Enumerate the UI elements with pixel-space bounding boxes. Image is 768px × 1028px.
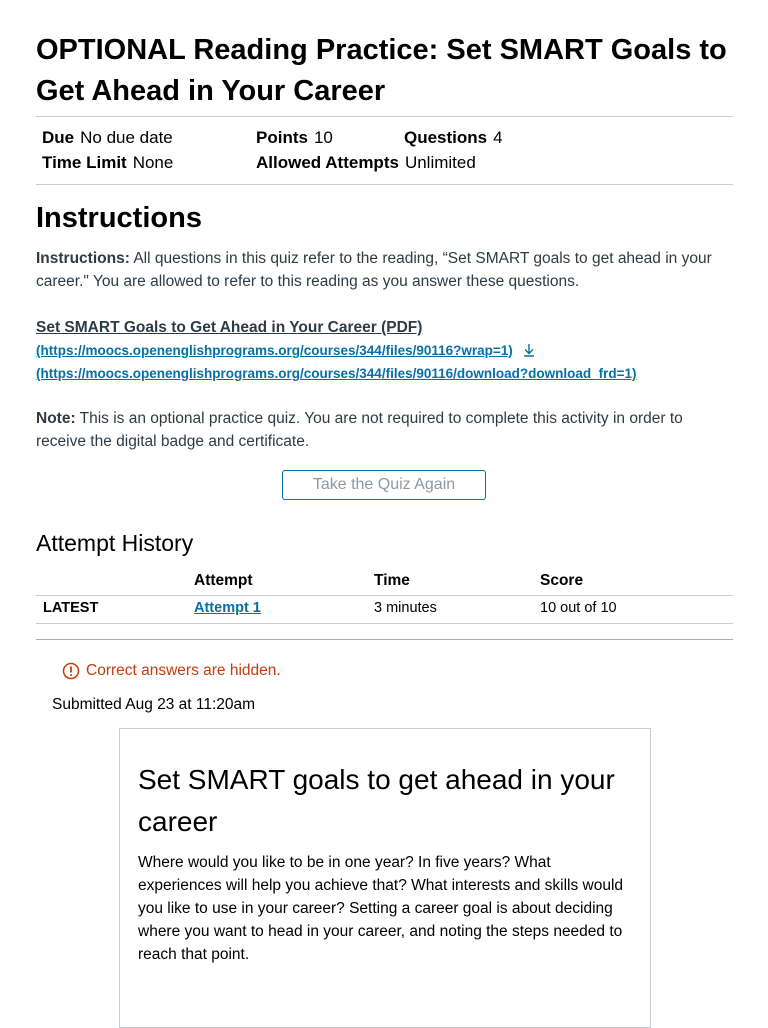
reading-preview-link[interactable]: (https://moocs.openenglishprograms.org/courses/344/files/90116?wrap=1) [36,343,513,358]
points-value: 10 [313,128,333,147]
divider [36,116,733,117]
take-quiz-again-button[interactable]: Take the Quiz Again [282,470,486,500]
submitted-timestamp: Submitted Aug 23 at 11:20am [52,696,256,713]
reading-links [36,316,733,385]
page-title: OPTIONAL Reading Practice: Set SMART Goals to Get Ahead in Your Career [36,34,727,107]
time-limit-detail [42,153,173,173]
reading-download-link[interactable]: (https://moocs.openenglishprograms.org/courses/344/files/90116/download?download_frd=1) [36,366,637,381]
due-detail [42,128,173,148]
questions-value: 4 [493,128,503,147]
divider [36,184,733,185]
answers-hidden-notice [62,662,281,680]
warning-icon [62,662,80,680]
column-header-score: Score [540,572,584,589]
score-cell: 10 out of 10 [540,600,617,616]
attempt-1-link[interactable]: Attempt 1 [194,600,261,616]
latest-tag: LATEST [43,600,99,616]
attempts-detail [256,153,476,173]
reading-body: Where would you like to be in one year? In five years? What experiences will help you achieve that? What interests and skills would you like to use in your career? Setting a career goal is about deciding where you want to head in your career, and noting the steps needed to reach that point. [138,854,624,963]
table-row-divider [36,623,733,624]
due-label: Due [42,128,75,147]
instructions-label: Instructions: [36,250,130,267]
due-value: No due date [80,128,173,147]
instructions-text [36,247,733,293]
attempts-value: Unlimited [404,153,476,172]
attempt-history-heading: Attempt History [36,530,194,556]
instructions-body: All questions in this quiz refer to the reading, “Set SMART goals to get ahead in your career." You are allowed to refer to this reading as you answer these questions. [36,250,712,290]
questions-label: Questions [404,128,488,147]
time-cell: 3 minutes [374,600,437,616]
section-divider [36,639,733,640]
note-label: Note: [36,410,76,427]
column-header-time: Time [374,572,410,589]
note-body: This is an optional practice quiz. You are not required to complete this activity in order to receive the digital badge and certificate. [36,410,683,450]
reading-title: Set SMART goals to get ahead in your career [138,764,615,837]
instructions-heading: Instructions [36,202,202,234]
answers-hidden-text: Correct answers are hidden. [86,662,281,679]
reading-card [119,728,651,1028]
table-header-divider [36,595,733,596]
reading-pdf-link[interactable]: Set SMART Goals to Get Ahead in Your Career (PDF) [36,319,423,336]
attempt-cell [194,600,261,616]
time-limit-value: None [132,153,174,172]
note-text [36,407,733,453]
questions-detail [404,128,503,148]
points-label: Points [256,128,308,147]
attempts-label: Allowed Attempts [256,153,399,172]
points-detail [256,128,333,148]
time-limit-label: Time Limit [42,153,127,172]
column-header-attempt: Attempt [194,572,253,589]
download-icon[interactable] [521,342,537,358]
